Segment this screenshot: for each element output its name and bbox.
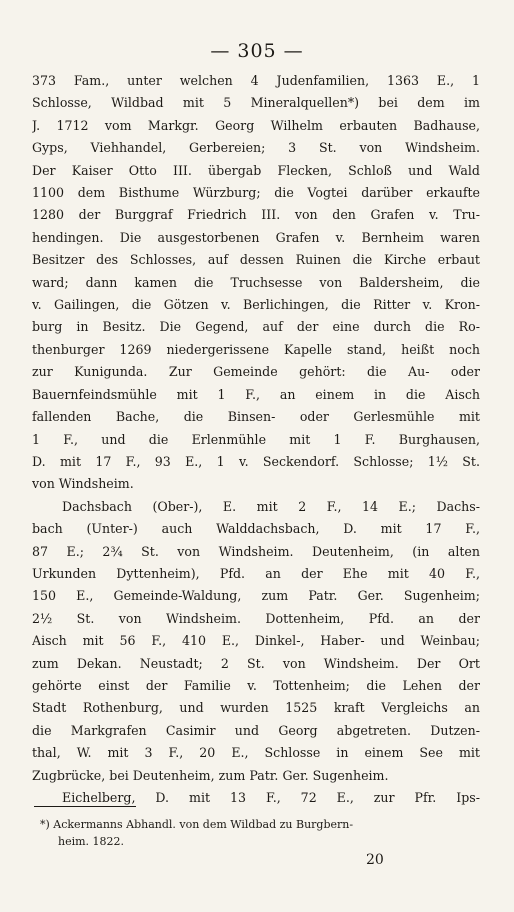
text-line: 1100 dem Bisthume Würzburg; die Vogtei darüber erkaufte bbox=[32, 185, 480, 201]
page-number-header: — 305 — bbox=[210, 40, 304, 62]
text-line: Zugbrücke, bei Deutenheim, zum Patr. Ger. Sugenheim. bbox=[32, 767, 389, 783]
text-line: Aisch mit 56 F., 410 E., Dinkel-, Haber- und Weinbau; bbox=[32, 633, 480, 649]
text-line: Der Kaiser Otto III. übergab Flecken, Schloß und Wald bbox=[32, 162, 480, 178]
footnote-line: *) Ackermanns Abhandl. von dem Wildbad zu Burgbern- bbox=[40, 818, 354, 831]
text-line: burg in Besitz. Die Gegend, auf der eine durch die Ro- bbox=[32, 319, 480, 335]
text-line: 87 E.; 2¾ St. von Windsheim. Deutenheim, (in alten bbox=[32, 543, 480, 559]
signature-mark: 20 bbox=[366, 852, 384, 868]
text-line: Schlosse, Wildbad mit 5 Mineralquellen*) bei dem im bbox=[32, 95, 480, 111]
text-line: bach (Unter-) auch Walddachsbach, D. mit 17 F., bbox=[32, 521, 480, 537]
text-line: Besitzer des Schlosses, auf dessen Ruinen die Kirche erbaut bbox=[32, 252, 480, 268]
text-line: gehörte einst der Familie v. Tottenheim; die Lehen der bbox=[32, 677, 480, 693]
text-line: von Windsheim. bbox=[32, 476, 134, 492]
footnote bbox=[40, 816, 478, 850]
text-line: 373 Fam., unter welchen 4 Judenfamilien, 1363 E., 1 bbox=[32, 73, 480, 88]
footnote-line: heim. 1822. bbox=[58, 835, 125, 848]
text-line: D. mit 17 F., 93 E., 1 v. Seckendorf. Schlosse; 1½ St. bbox=[32, 453, 480, 469]
text-line: Gyps, Viehhandel, Gerbereien; 3 St. von Windsheim. bbox=[32, 140, 480, 156]
paragraph-start-line: Dachsbach (Ober-), E. mit 2 F., 14 E.; Dachs- bbox=[62, 498, 480, 514]
text-line: v. Gailingen, die Götzen v. Berlichingen, die Ritter v. Kron- bbox=[32, 297, 480, 313]
text-line: Urkunden Dyttenheim), Pfd. an der Ehe mit 40 F., bbox=[32, 565, 480, 581]
paragraph-start-line: Eichelberg, D. mit 13 F., 72 E., zur Pfr. Ips- bbox=[62, 790, 480, 805]
body-text bbox=[32, 70, 480, 809]
footnote-divider bbox=[34, 806, 136, 807]
text-line: zum Dekan. Neustadt; 2 St. von Windsheim. Der Ort bbox=[32, 655, 480, 671]
text-line: hendingen. Die ausgestorbenen Grafen v. Bernheim waren bbox=[32, 229, 480, 245]
text-line: thenburger 1269 niedergerissene Kapelle stand, heißt noch bbox=[32, 341, 480, 357]
text-line: 150 E., Gemeinde-Waldung, zum Patr. Ger. Sugenheim; bbox=[32, 588, 480, 604]
text-line: thal, W. mit 3 F., 20 E., Schlosse in einem See mit bbox=[32, 745, 480, 761]
text-line: ward; dann kamen die Truchsesse von Baldersheim, die bbox=[32, 274, 480, 290]
text-line: Stadt Rothenburg, und wurden 1525 kraft Vergleichs an bbox=[32, 700, 480, 716]
text-line: Bauernfeindsmühle mit 1 F., an einem in die Aisch bbox=[32, 386, 480, 402]
text-line: fallenden Bache, die Binsen- oder Gerlesmühle mit bbox=[32, 409, 480, 425]
text-line: 1 F., und die Erlenmühle mit 1 F. Burghausen, bbox=[32, 431, 480, 447]
text-line: 1280 der Burggraf Friedrich III. von den Grafen v. Tru- bbox=[32, 207, 480, 223]
text-line: zur Kunigunda. Zur Gemeinde gehört: die Au- oder bbox=[32, 364, 480, 380]
text-line: die Markgrafen Casimir und Georg abgetreten. Dutzen- bbox=[32, 722, 480, 738]
text-line: 2½ St. von Windsheim. Dottenheim, Pfd. an der bbox=[32, 610, 480, 626]
text-line: J. 1712 vom Markgr. Georg Wilhelm erbauten Badhause, bbox=[32, 117, 480, 133]
